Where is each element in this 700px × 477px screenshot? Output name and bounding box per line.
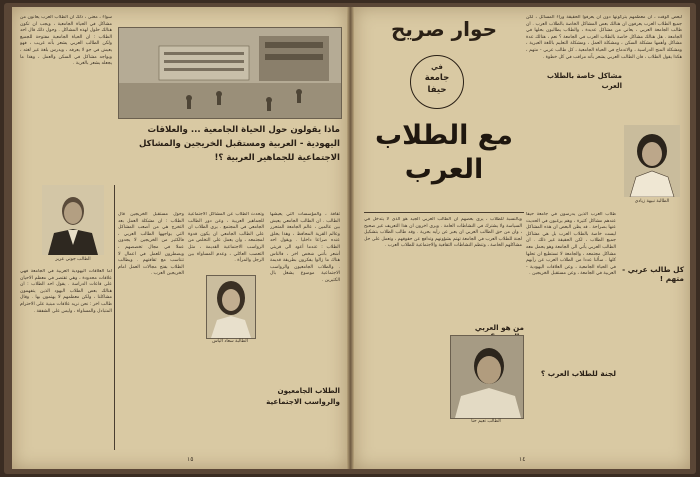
book-gutter	[347, 7, 354, 469]
right-page	[354, 7, 690, 469]
article-text: وحول مستقبل الخريجين قال الطلاب : ان مشكلة العمل بعد التخرج هي من أصعب المشاكل التي يواجهها الطالب العربي ، فالكثير من الخريجين لا يجدون عملا في مجال تخصصهم ، ويضطرون للعمل في اعمال لا تتناسب مع ثقافتهم . ويطالب الطلاب بفتح مجالات العمل امام الخريجين العرب .	[118, 212, 184, 277]
question-line-3: الاجتماعية للجماهير العربية ؟!	[214, 153, 340, 163]
portrait-johnny	[42, 185, 104, 255]
main-headline	[364, 119, 524, 187]
caption-nabiha: الطالبة نبيهة زيادي	[634, 199, 670, 204]
headline-line-1: مع الطلاب	[375, 120, 513, 151]
article-text: وبالنسبة للطلاب ، يرى بعضهم ان الطالب العربي الجيد هو الذي لا يتدخل في السياسة ولا يشترك في النشاطات العامة . ويرى اخرون ان هذا التعريف غير صحيح ، وان من حق الطالب العربي ان يعبر عن رأيه بحرية . وقد طالب الطلاب بتشكيل لجنة للطلاب العرب في الجامعة تهتم بشؤونهم وتدافع عن حقوقهم ، وتعمل على حل مشاكلهم الخاصة ، وتنظم النشاطات الثقافية والاجتماعية للطلاب العرب .	[364, 217, 522, 249]
right-column-2	[526, 212, 616, 362]
caption-suad: الطالبة سعاد الياس	[212, 339, 248, 344]
campus-photo-image	[119, 28, 341, 118]
left-column-3	[188, 212, 264, 272]
portrait-woman-image	[624, 125, 680, 197]
article-question	[118, 123, 340, 165]
portrait-man-image	[42, 185, 104, 255]
subhead-special-problems: مشاكل خاصة بالطلاب العرب	[546, 72, 622, 90]
left-column-4	[270, 212, 340, 382]
left-top-left-column	[20, 15, 112, 185]
portrait-naim	[450, 335, 524, 419]
left-column-2	[118, 212, 184, 452]
subhead-accused: كل طالب عربي - متهم !	[622, 265, 684, 283]
left-mid-left-column	[20, 269, 112, 449]
left-subhead: الطلاب الجامعيون والرواسب الاجتماعية	[266, 386, 340, 406]
campus-photo	[118, 27, 342, 119]
question-line-2: اليهودية - العربية ومستقبل الخريجين والمشاكل	[138, 139, 340, 149]
left-page	[12, 7, 347, 469]
article-text: وتحدث الطلاب عن المشاكل الاجتماعية للجماهير العربية ، وعن دور الطالب الجامعي في المجتمع . يرى الطلاب ان على الطالب الجامعي ان يكون قدوة لمجتمعه ، وان يعمل على التخلص من الرواسب الاجتماعية القديمة ، مثل التعصب العائلي ، وعدم المساواة بين الرجل والمرأة .	[188, 212, 264, 264]
portrait-woman-image	[207, 276, 255, 338]
question-line-1: ماذا يقولون حول الحياة الجامعية ... والعلاقات	[147, 125, 340, 135]
article-text: ثقافة ، والمؤسسات التي يعيشها الطالب . ان الطالب الجامعي يعيش بين عالمين ، عالم الجامعة المتحرر وعالم القرية المحافظ ، وهذا يخلق عنده صراعا داخليا . ويقول احد الطلاب : عندما أعود الى قريتي أشعر بأنني شخص اخر ، فالناس هناك ما زالوا يفكرون بطريقة قديمة . والطلاب الجامعيون والرواسب الاجتماعية موضوع يشغل بال الكثيرين .	[270, 212, 340, 283]
magazine-spread	[4, 3, 696, 474]
portrait-man-image	[451, 336, 523, 418]
article-text: لبعض الوقت ، ان معظمهم يتركونها دون ان يعرفوا الحقيقة وراء المسائل ، لكن جميع الطلاب العرب يعرفون ان هنالك بعض المشاكل الخاصة بالطلاب العرب . ان طالب الجامعة العربي ، يعاني من مشاكل عديدة ، والطلاب يطالبون بحلها في الجامعة . هل هنالك مشاكل خاصة بالطلاب العرب في الجامعة ؟ نعم ، هنالك عدة مشاكل وأهمها مشكلة السكن ، ومشكلة العمل ، ومشكلة التعليم باللغة العبرية ، ومشكلة المنح الدراسية ، والاندماج في الحياة الجامعية ، كل طالب عربي - متهم ، هكذا يقول الطلاب ، فان الطالب العربي يشعر بأنه مراقب في كل خطوة .	[526, 15, 682, 60]
kicker-title: حوار صريح	[391, 17, 497, 41]
article-text: طلاب العرب الذين يدرسون في جامعة حيفا عندهم مشاكل كثيرة ، وهم يرغبون في الحديث عنها بصراحة . قد يظن البعض ان هذه المشاكل ليست خاصة بالطلاب العرب بل هي مشاكل جميع الطلاب ، لكن الحقيقة غير ذلك . ان الطالب العربي يأتي الى الجامعة وهو يحمل معه مشاكل مجتمعه ، والجامعة لا تستطيع ان تحلها كلها . سألنا عددا من الطلاب العرب عن رأيهم في الحياة الجامعية ، وعن العلاقات اليهودية - العربية في الجامعة ، وعن مستقبل الخريجين .	[526, 212, 616, 277]
circle-line-2: جامعة	[424, 73, 450, 83]
headline-line-2: العرب	[404, 154, 484, 185]
column-divider	[114, 185, 115, 450]
caption-johnny: الطالب جوني عزيز	[55, 257, 91, 262]
right-column-3	[364, 217, 522, 317]
section-divider	[364, 212, 524, 213]
subhead-good-arab: من هو العربي	[474, 323, 524, 332]
page-number-left: ١٥	[187, 456, 194, 463]
right-column-1	[526, 15, 682, 71]
circle-badge	[410, 55, 464, 109]
circle-line-3: حيفا	[427, 85, 447, 95]
portrait-suad	[206, 275, 256, 339]
page-number-right: ١٤	[519, 456, 526, 463]
portrait-nabiha	[624, 125, 680, 197]
subhead-committee: لجنة للطلاب العرب ؟	[540, 369, 616, 378]
article-text: أما العلاقات اليهودية العربية في الجامعة فهي علاقات محدودة ، وهي تقتصر في معظم الاحيان على قاعات الدراسة . يقول احد الطلاب : ان هنالك بعض الطلاب اليهود الذين يتفهمون مشاكلنا ، ولكن معظمهم لا يهتمون بها . وقال طالب اخر : نحن نريد علاقات مبنية على الاحترام المتبادل والمساواة ، وليس على الشفقة .	[20, 269, 112, 314]
circle-line-1: في	[431, 63, 443, 71]
article-text: سواء ، معنى ، ذلك ان الطلاب العرب يعانون من مشاكل في الحياة الجامعية ، ويجب ان تكون هنالك حلول لهذه المشاكل . وحول ذلك قال احد الطلاب : ان الحياة الجامعية مفتوحة للجميع ولكن الطالب العربي يشعر بأنه غريب ، فهو يعيش في جو لا يعرفه ، ويدرس بلغة غير لغته ، ويواجه مشاكل في السكن والعمل ، وهذا ما يجعله يشعر بالغربة .	[20, 15, 112, 67]
caption-naim: الطالب نعيم حنا	[471, 419, 501, 424]
